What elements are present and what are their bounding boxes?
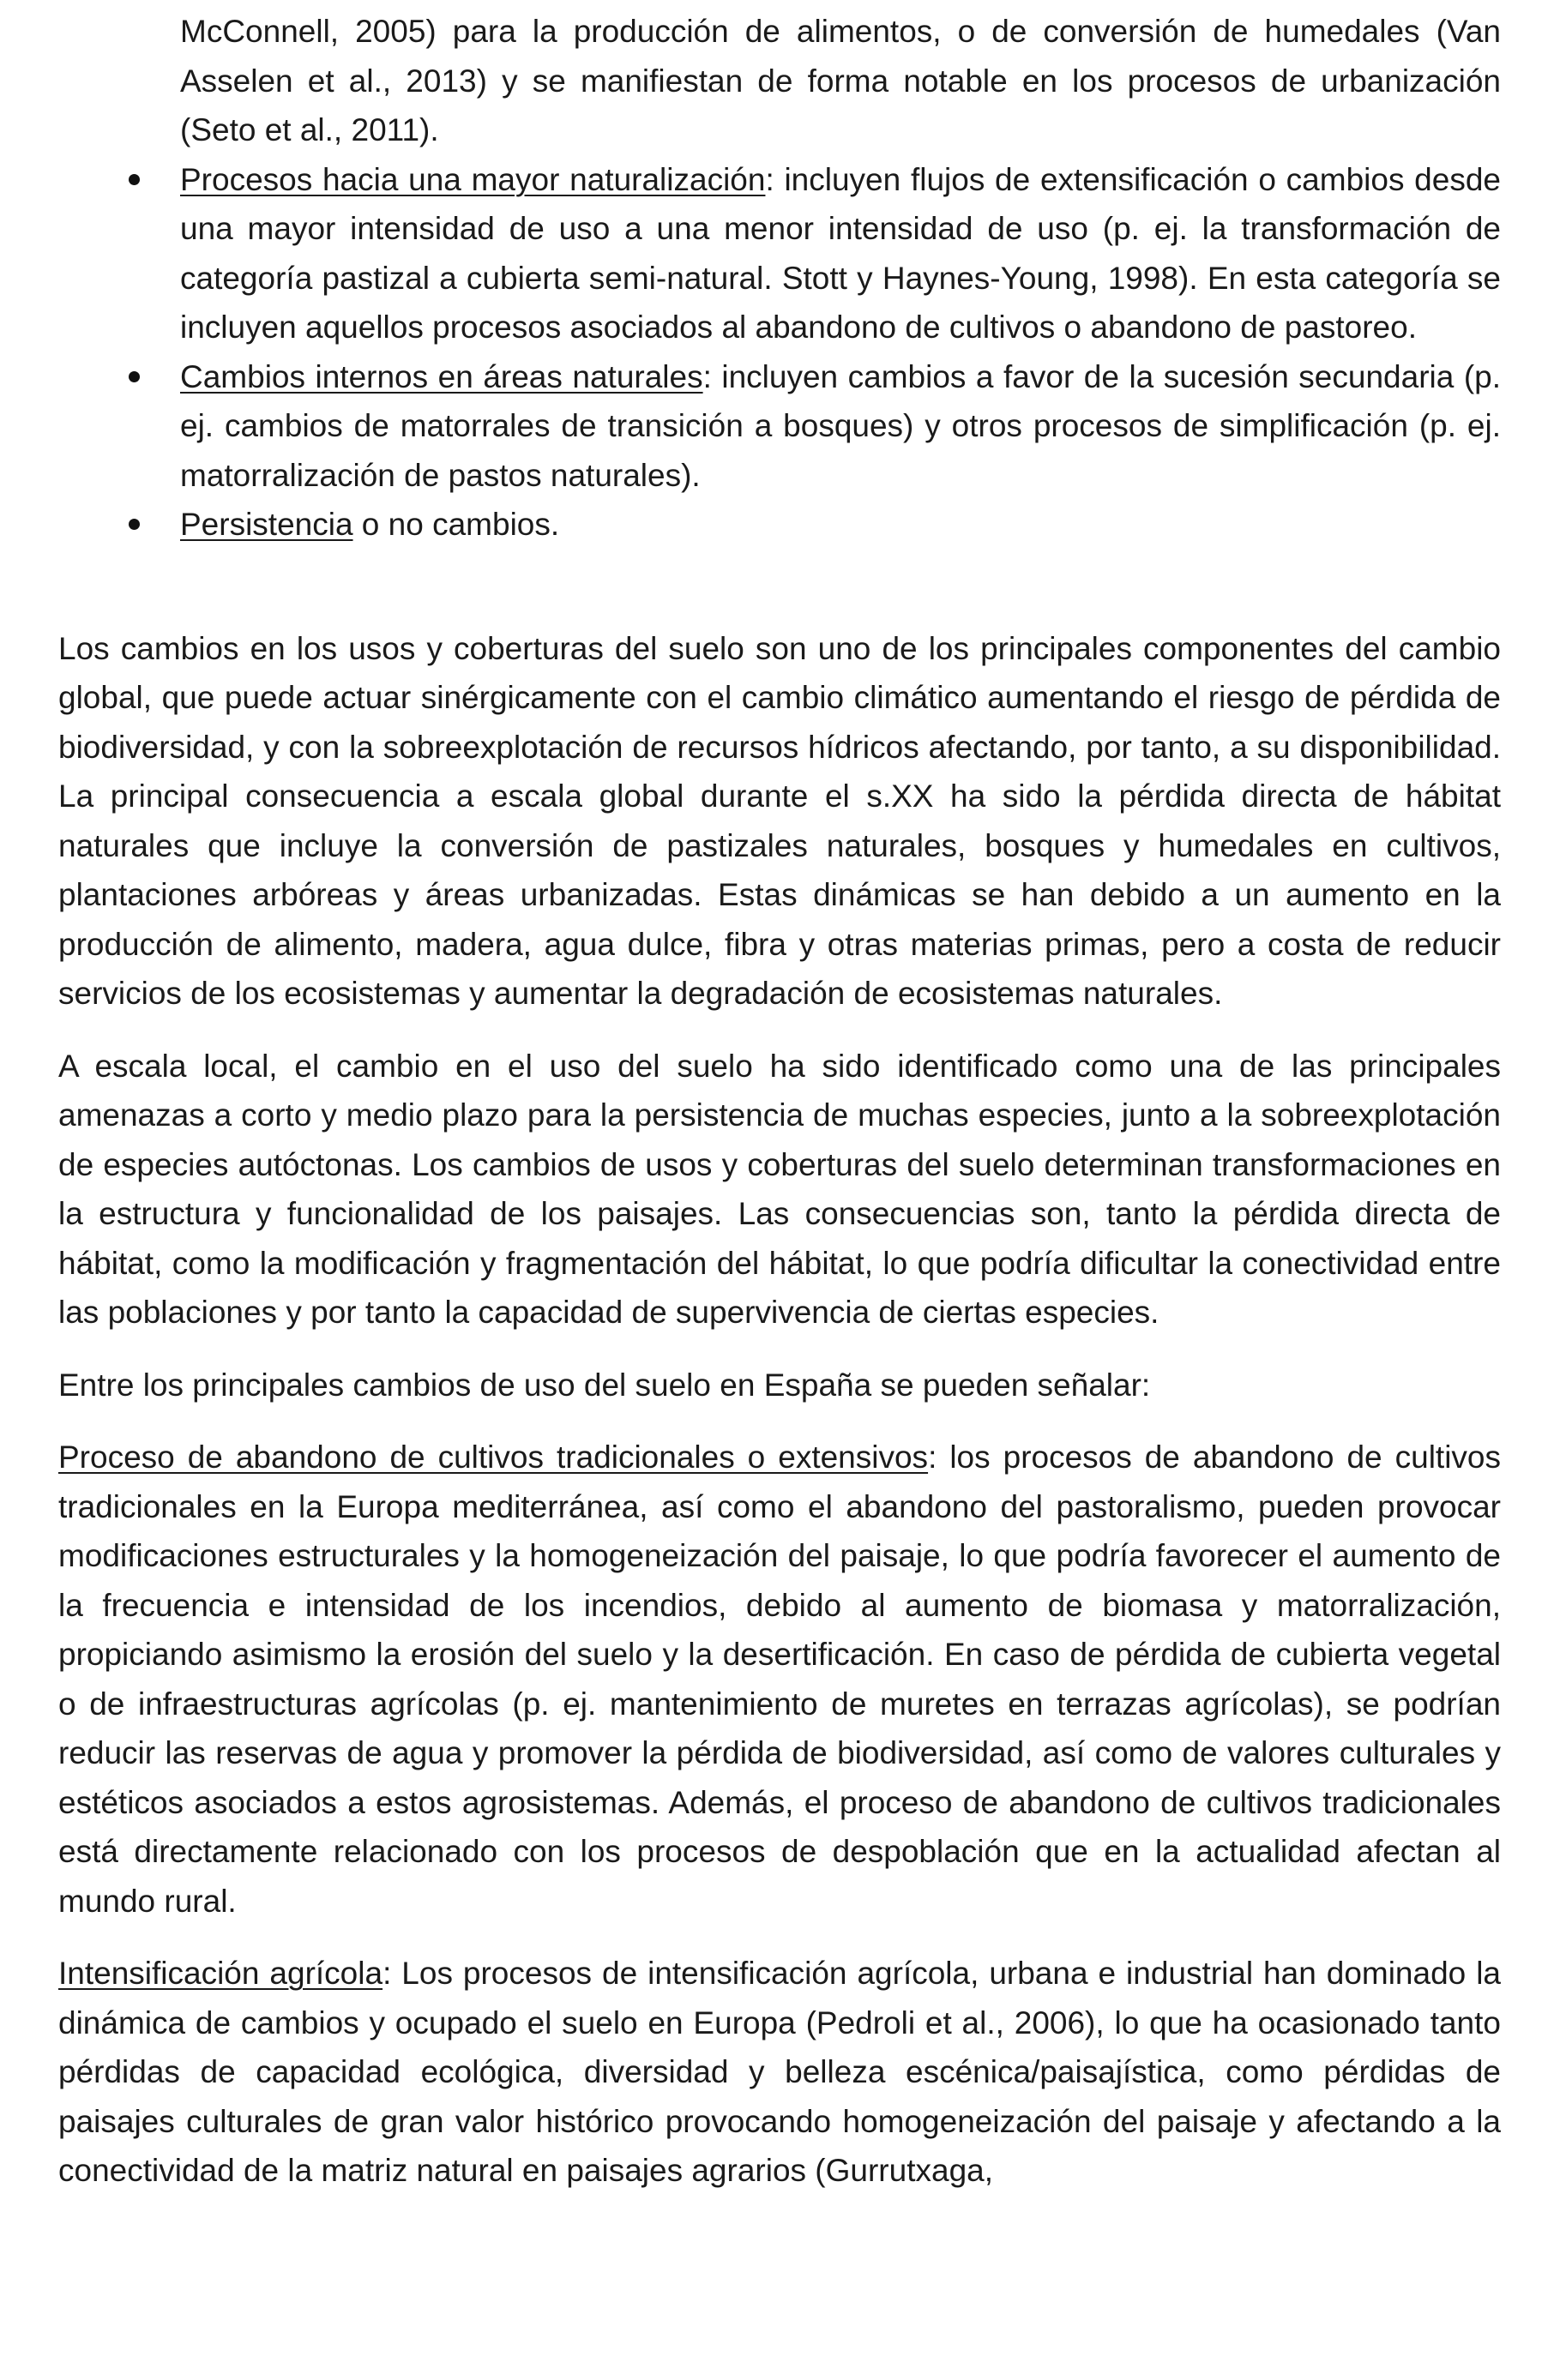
paragraph-intensificacion xyxy=(58,1949,1501,2196)
bullet-text: : incluyen flujos de extensificación o cambios desde una mayor intensidad de uso a una menor intensidad de uso (p. ej. la transformación de categoría pastizal a cubierta semi-natural. Stott y Haynes-Young, 1998). En esta categoría se incluyen aquellos procesos asociados al abandono de cultivos o abandono de pastoreo. xyxy=(180,161,1501,345)
bullet-term: Cambios internos en áreas naturales xyxy=(180,358,703,394)
bullet-icon xyxy=(129,519,140,530)
intensificacion-term: Intensificación agrícola xyxy=(58,1956,383,1991)
bullet-text: o no cambios. xyxy=(352,507,560,542)
bullet-term: Persistencia xyxy=(180,507,353,542)
paragraph-espana-intro: Entre los principales cambios de uso del suelo en España se pueden señalar: xyxy=(58,1367,1151,1403)
paragraph-abandono xyxy=(58,1433,1501,1926)
bullet-cambios-internos xyxy=(58,352,1501,501)
bullet-icon xyxy=(129,371,140,382)
bullet-text: : incluyen cambios a favor de la sucesión secundaria (p. ej. cambios de matorrales de transición a bosques) y otros procesos de simplificación (p. ej. matorralización de pastos naturales). xyxy=(180,358,1501,493)
bullet-persistencia xyxy=(58,500,1501,550)
bullet-icon xyxy=(129,174,140,185)
continuation-text: McConnell, 2005) para la producción de alimentos, o de conversión de humedales (Van Asselen et al., 2013) y se manifiestan de forma notable en los procesos de urbanización (Seto et al., 2011). xyxy=(180,14,1501,147)
document-page xyxy=(58,7,1501,2196)
paragraph-cambio-global: Los cambios en los usos y coberturas del suelo son uno de los principales componentes del cambio global, que puede actuar sinérgicamente con el cambio climático aumentando el riesgo de pérdida de biodiversidad, y con la sobreexplotación de recursos hídricos afectando, por tanto, a su disponibilidad. La principal consecuencia a escala global durante el s.XX ha sido la pérdida directa de hábitat naturales que incluye la conversión de pastizales naturales, bosques y humedales en cultivos, plantaciones arbóreas y áreas urbanizadas. Estas dinámicas se han debido a un aumento en la producción de alimento, madera, agua dulce, fibra y otras materias primas, pero a costa de reducir servicios de los ecosistemas y aumentar la degradación de ecosistemas naturales. xyxy=(58,630,1501,1011)
bullet-list xyxy=(58,155,1501,550)
abandono-text: : los procesos de abandono de cultivos tradicionales en la Europa mediterránea, así como el abandono del pastoralismo, pueden provocar modificaciones estructurales y la homogeneización del paisaje, lo que podría favorecer el aumento de la frecuencia e intensidad de los incendios, debido al aumento de biomasa y matorralización, propiciando asimismo la erosión del suelo y la desertificación. En caso de pérdida de cubierta vegetal o de infraestructuras agrícolas (p. ej. mantenimiento de muretes en terrazas agrícolas), se podrían reducir las reservas de agua y promover la pérdida de biodiversidad, así como de valores culturales y estéticos asociados a estos agrosistemas. Además, el proceso de abandono de cultivos tradicionales está directamente relacionado con los procesos de despoblación que en la actualidad afectan al mundo rural. xyxy=(58,1439,1501,1919)
intensificacion-text: : Los procesos de intensificación agrícola, urbana e industrial han dominado la dinámica de cambios y ocupado el suelo en Europa (Pedroli et al., 2006), lo que ha ocasionado tanto pérdidas de capacidad ecológica, diversidad y belleza escénica/paisajística, como pérdidas de paisajes culturales de gran valor histórico provocando homogeneización del paisaje y afectando a la conectividad de la matriz natural en paisajes agrarios (Gurrutxaga, xyxy=(58,1956,1501,2188)
abandono-term: Proceso de abandono de cultivos tradicionales o extensivos xyxy=(58,1439,929,1475)
bullet-naturalizacion xyxy=(58,155,1501,352)
paragraph-escala-local: A escala local, el cambio en el uso del suelo ha sido identificado como una de las principales amenazas a corto y medio plazo para la persistencia de muchas especies, junto a la sobreexplotación de especies autóctonas. Los cambios de usos y coberturas del suelo determinan transformaciones en la estructura y funcionalidad de los paisajes. Las consecuencias son, tanto la pérdida directa de hábitat, como la modificación y fragmentación del hábitat, lo que podría dificultar la conectividad entre las poblaciones y por tanto la capacidad de supervivencia de ciertas especies. xyxy=(58,1048,1501,1330)
bullet-term: Procesos hacia una mayor naturalización xyxy=(180,161,766,197)
